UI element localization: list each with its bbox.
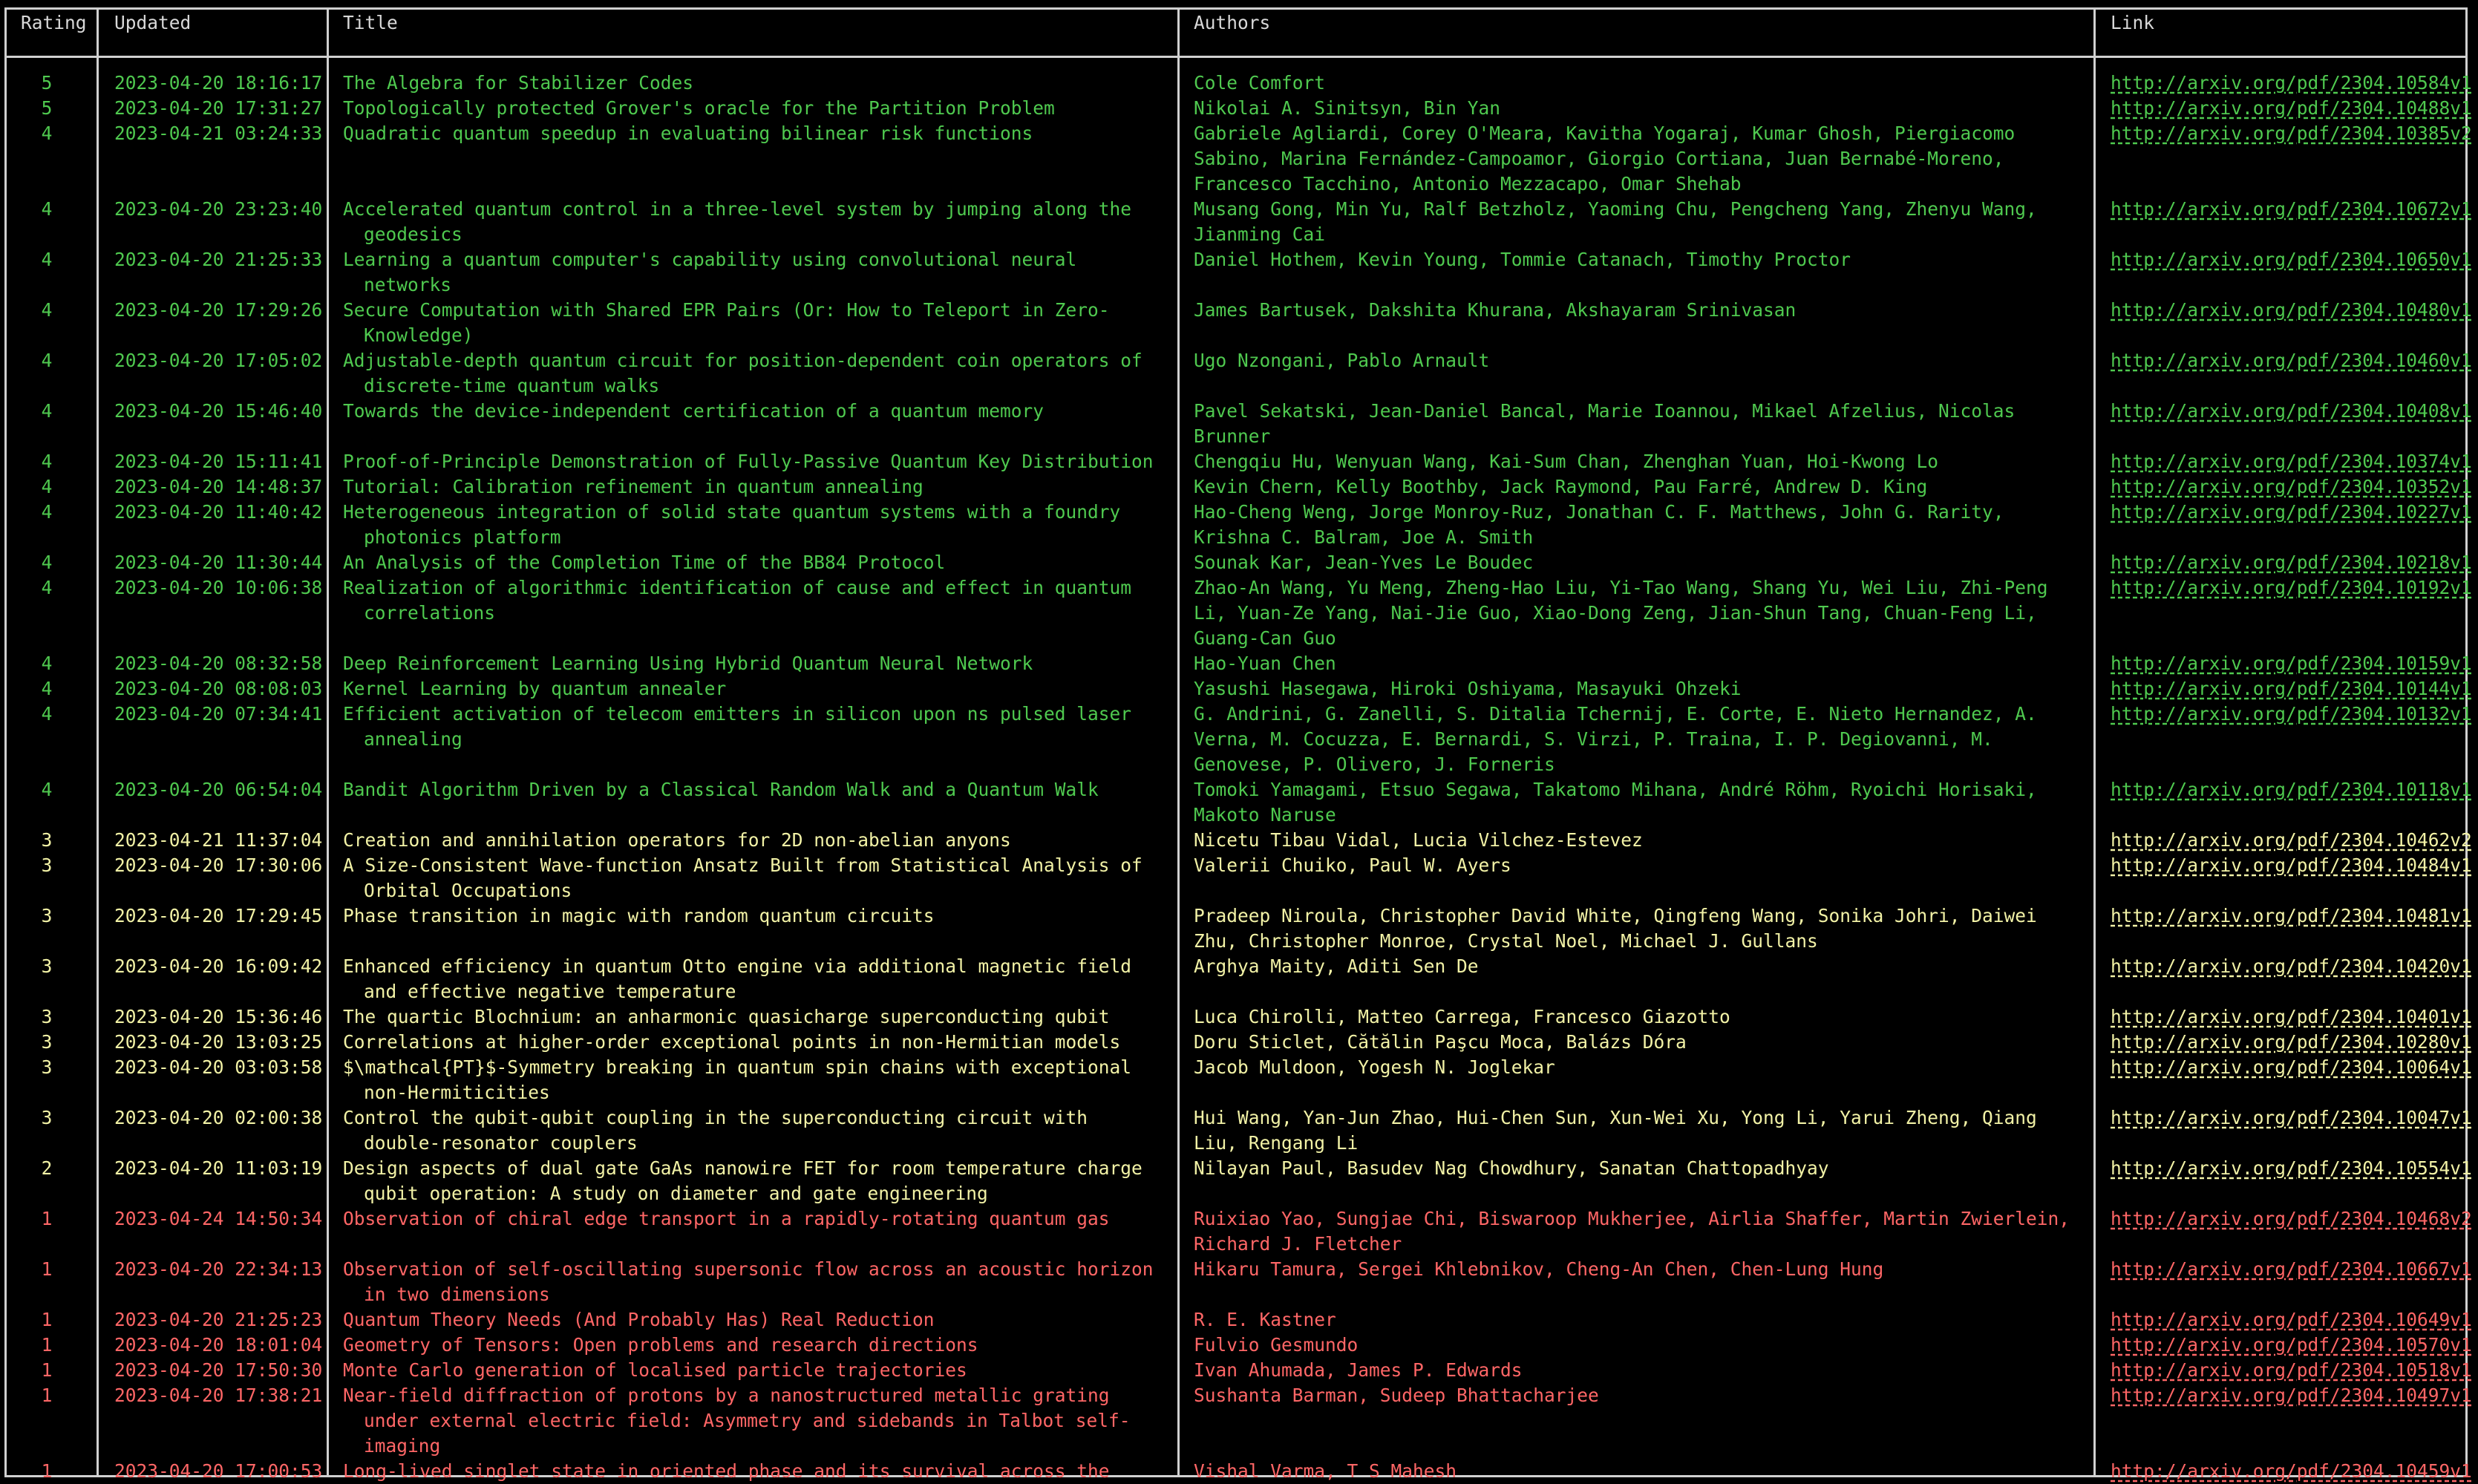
updated-cell: 2023-04-20 07:34:41 — [114, 703, 323, 725]
title-text: Long-lived singlet state in oriented phase and its survival across the — [343, 1460, 1110, 1482]
link-cell[interactable] — [2111, 853, 2472, 878]
rating-cell: 4 — [41, 400, 53, 422]
title-cell — [343, 399, 1167, 424]
updated-cell: 2023-04-20 17:29:45 — [114, 905, 323, 926]
updated-cell: 2023-04-20 15:11:41 — [114, 451, 323, 472]
pdf-link[interactable]: http://arxiv.org/pdf/2304.10374v1 — [2111, 451, 2472, 472]
rating-cell: 1 — [41, 1309, 53, 1330]
authors-cell: R. E. Kastner — [1194, 1309, 1336, 1330]
title-text: Quadratic quantum speedup in evaluating bilinear risk functions — [343, 122, 1033, 144]
table-row[interactable] — [0, 1459, 2478, 1484]
table-row[interactable] — [0, 903, 2478, 954]
pdf-link[interactable]: http://arxiv.org/pdf/2304.10462v2 — [2111, 829, 2472, 851]
link-cell[interactable] — [2111, 96, 2472, 121]
updated-cell: 2023-04-20 17:31:27 — [114, 97, 323, 119]
table-body — [0, 71, 2478, 1484]
title-cell — [343, 1030, 1167, 1055]
updated-cell: 2023-04-20 02:00:38 — [114, 1107, 323, 1128]
updated-cell: 2023-04-20 11:40:42 — [114, 501, 323, 523]
table-row[interactable] — [0, 474, 2478, 500]
authors-cell: Musang Gong, Min Yu, Ralf Betzholz, Yaoming Chu, Pengcheng Yang, Zhenyu Wang, Jianming Cai — [1194, 198, 2037, 245]
title-cell — [343, 702, 1167, 752]
link-cell[interactable] — [2111, 298, 2472, 323]
rating-cell: 4 — [41, 476, 53, 497]
title-cell — [343, 96, 1167, 121]
pdf-link[interactable]: http://arxiv.org/pdf/2304.10649v1 — [2111, 1309, 2472, 1330]
table-row[interactable] — [0, 1206, 2478, 1257]
rating-cell: 4 — [41, 350, 53, 371]
rating-cell: 3 — [41, 905, 53, 926]
title-cell — [343, 1156, 1167, 1206]
authors-cell: Cole Comfort — [1194, 72, 1326, 94]
authors-cell: Ivan Ahumada, James P. Edwards — [1194, 1359, 1523, 1381]
updated-cell: 2023-04-20 14:48:37 — [114, 476, 323, 497]
title-text: Quantum Theory Needs (And Probably Has) Real Reduction — [343, 1309, 935, 1330]
updated-cell: 2023-04-20 06:54:04 — [114, 779, 323, 800]
authors-cell: Nikolai A. Sinitsyn, Bin Yan — [1194, 97, 1501, 119]
updated-cell: 2023-04-20 15:36:46 — [114, 1006, 323, 1027]
rating-cell: 4 — [41, 703, 53, 725]
link-cell[interactable] — [2111, 348, 2472, 373]
title-text: An Analysis of the Completion Time of the BB84 Protocol — [343, 552, 946, 573]
title-text: Monte Carlo generation of localised particle trajectories — [343, 1359, 967, 1381]
pdf-link[interactable]: http://arxiv.org/pdf/2304.10672v1 — [2111, 198, 2472, 220]
updated-cell: 2023-04-20 03:03:58 — [114, 1056, 323, 1078]
header-authors[interactable]: Authors — [1194, 12, 1271, 33]
link-cell[interactable] — [2111, 1206, 2472, 1232]
rating-cell: 3 — [41, 1006, 53, 1027]
title-cell — [343, 348, 1167, 399]
rating-cell: 4 — [41, 678, 53, 699]
title-cell — [343, 1459, 1167, 1484]
updated-cell: 2023-04-20 17:38:21 — [114, 1385, 323, 1406]
link-cell[interactable] — [2111, 449, 2472, 474]
updated-cell: 2023-04-20 13:03:25 — [114, 1031, 323, 1053]
title-text: Observation of self-oscillating supersonic flow across an acoustic horizon in two dimensions — [343, 1258, 1154, 1305]
title-cell — [343, 1307, 1167, 1333]
title-cell — [343, 1055, 1167, 1105]
updated-cell: 2023-04-20 17:50:30 — [114, 1359, 323, 1381]
header-updated[interactable]: Updated — [114, 12, 192, 33]
title-cell — [343, 474, 1167, 500]
title-text: A Size-Consistent Wave-function Ansatz Built from Statistical Analysis of Orbital Occupations — [343, 854, 1142, 901]
rating-cell: 4 — [41, 577, 53, 598]
table-row[interactable] — [0, 71, 2478, 96]
rating-cell: 4 — [41, 299, 53, 321]
title-cell — [343, 1105, 1167, 1156]
authors-cell: Nicetu Tibau Vidal, Lucia Vilchez-Estevez — [1194, 829, 1643, 851]
title-cell — [343, 903, 1167, 929]
pdf-link[interactable]: http://arxiv.org/pdf/2304.10401v1 — [2111, 1006, 2472, 1027]
authors-cell: Hao-Yuan Chen — [1194, 653, 1336, 674]
updated-cell: 2023-04-20 17:00:53 — [114, 1460, 323, 1482]
updated-cell: 2023-04-20 18:16:17 — [114, 72, 323, 94]
pdf-link[interactable]: http://arxiv.org/pdf/2304.10460v1 — [2111, 350, 2472, 371]
link-cell[interactable] — [2111, 676, 2472, 702]
link-cell[interactable] — [2111, 197, 2472, 222]
link-cell[interactable] — [2111, 1257, 2472, 1282]
table-row[interactable] — [0, 1030, 2478, 1055]
rating-cell: 3 — [41, 1056, 53, 1078]
pdf-link[interactable]: http://arxiv.org/pdf/2304.10159v1 — [2111, 653, 2472, 674]
title-text: Heterogeneous integration of solid state quantum systems with a foundry photonics platform — [343, 501, 1121, 548]
authors-cell: Pavel Sekatski, Jean-Daniel Bancal, Marie Ioannou, Mikael Afzelius, Nicolas Brunner — [1194, 400, 2016, 447]
table-row[interactable] — [0, 1156, 2478, 1206]
pdf-link[interactable]: http://arxiv.org/pdf/2304.10047v1 — [2111, 1107, 2472, 1128]
title-text: Design aspects of dual gate GaAs nanowire FET for room temperature charge qubit operation: A study on diameter and gate engineering — [343, 1157, 1142, 1204]
title-text: Secure Computation with Shared EPR Pairs (Or: How to Teleport in Zero-Knowledge) — [343, 299, 1110, 346]
pdf-link[interactable]: http://arxiv.org/pdf/2304.10650v1 — [2111, 249, 2472, 270]
link-cell[interactable] — [2111, 1459, 2472, 1484]
authors-cell: Doru Sticlet, Cătălin Paşcu Moca, Balázs Dóra — [1194, 1031, 1687, 1053]
updated-cell: 2023-04-20 08:32:58 — [114, 653, 323, 674]
pdf-link[interactable]: http://arxiv.org/pdf/2304.10459v1 — [2111, 1460, 2472, 1482]
rating-cell: 1 — [41, 1334, 53, 1356]
authors-cell: Ruixiao Yao, Sungjae Chi, Biswaroop Mukherjee, Airlia Shaffer, Martin Zwierlein, Richard J. Fletcher — [1194, 1208, 2070, 1255]
link-cell[interactable] — [2111, 247, 2472, 272]
pdf-link[interactable]: http://arxiv.org/pdf/2304.10280v1 — [2111, 1031, 2472, 1053]
pdf-link[interactable]: http://arxiv.org/pdf/2304.10488v1 — [2111, 97, 2472, 119]
updated-cell: 2023-04-20 17:29:26 — [114, 299, 323, 321]
pdf-link[interactable]: http://arxiv.org/pdf/2304.10570v1 — [2111, 1334, 2472, 1356]
link-cell[interactable] — [2111, 777, 2472, 803]
pdf-link[interactable]: http://arxiv.org/pdf/2304.10144v1 — [2111, 678, 2472, 699]
table-row[interactable] — [0, 121, 2478, 197]
updated-cell: 2023-04-20 23:23:40 — [114, 198, 323, 220]
title-cell — [343, 1004, 1167, 1030]
title-cell — [343, 954, 1167, 1004]
table-row[interactable] — [0, 399, 2478, 449]
updated-cell: 2023-04-20 10:06:38 — [114, 577, 323, 598]
updated-cell: 2023-04-20 17:05:02 — [114, 350, 323, 371]
authors-cell: G. Andrini, G. Zanelli, S. Ditalia Tchernij, E. Corte, E. Nieto Hernandez, A. Verna, M. Cocuzza, E. Bernardi, S. Virzi, P. Traina, I. P. Degiovanni, M. Genovese, P. Olivero, J. Forneris — [1194, 703, 2037, 775]
rating-cell: 2 — [41, 1157, 53, 1179]
rating-cell: 4 — [41, 451, 53, 472]
link-cell[interactable] — [2111, 121, 2472, 146]
rating-cell: 4 — [41, 198, 53, 220]
title-text: The Algebra for Stabilizer Codes — [343, 72, 694, 94]
pdf-link[interactable]: http://arxiv.org/pdf/2304.10480v1 — [2111, 299, 2472, 321]
table-row[interactable] — [0, 298, 2478, 348]
title-text: Topologically protected Grover's oracle for the Partition Problem — [343, 97, 1055, 119]
rating-cell: 3 — [41, 1107, 53, 1128]
pdf-link[interactable]: http://arxiv.org/pdf/2304.10227v1 — [2111, 501, 2472, 523]
updated-cell: 2023-04-21 11:37:04 — [114, 829, 323, 851]
title-text: $\mathcal{PT}$-Symmetry breaking in quantum spin chains with exceptional non-Hermiticities — [343, 1056, 1132, 1103]
title-text: Phase transition in magic with random quantum circuits — [343, 905, 935, 926]
link-cell[interactable] — [2111, 575, 2472, 601]
title-cell — [343, 1206, 1167, 1232]
table-row[interactable] — [0, 1383, 2478, 1459]
table-row[interactable] — [0, 96, 2478, 121]
table-row[interactable] — [0, 1055, 2478, 1105]
authors-cell: Kevin Chern, Kelly Boothby, Jack Raymond, Pau Farré, Andrew D. King — [1194, 476, 1928, 497]
link-cell[interactable] — [2111, 1055, 2472, 1080]
rating-cell: 4 — [41, 501, 53, 523]
link-cell[interactable] — [2111, 1105, 2472, 1131]
pdf-link[interactable]: http://arxiv.org/pdf/2304.10468v2 — [2111, 1208, 2472, 1229]
authors-cell: Sounak Kar, Jean-Yves Le Boudec — [1194, 552, 1534, 573]
table-row[interactable] — [0, 449, 2478, 474]
authors-cell: Hao-Cheng Weng, Jorge Monroy-Ruz, Jonathan C. F. Matthews, John G. Rarity, Krishna C. Balram, Joe A. Smith — [1194, 501, 2004, 548]
table-row[interactable] — [0, 197, 2478, 247]
pdf-link[interactable]: http://arxiv.org/pdf/2304.10385v2 — [2111, 122, 2472, 144]
table-row[interactable] — [0, 1358, 2478, 1383]
link-cell[interactable] — [2111, 399, 2472, 424]
title-cell — [343, 1333, 1167, 1358]
rating-cell: 3 — [41, 829, 53, 851]
rating-cell: 5 — [41, 72, 53, 94]
authors-cell: Valerii Chuiko, Paul W. Ayers — [1194, 854, 1511, 876]
table-row[interactable] — [0, 247, 2478, 298]
table-row[interactable] — [0, 1004, 2478, 1030]
link-cell[interactable] — [2111, 71, 2472, 96]
pdf-link[interactable]: http://arxiv.org/pdf/2304.10352v1 — [2111, 476, 2472, 497]
table-row[interactable] — [0, 1333, 2478, 1358]
authors-cell: James Bartusek, Dakshita Khurana, Akshayaram Srinivasan — [1194, 299, 1797, 321]
rating-cell: 4 — [41, 552, 53, 573]
rating-cell: 5 — [41, 97, 53, 119]
title-cell — [343, 197, 1167, 247]
title-cell — [343, 777, 1167, 803]
pdf-link[interactable]: http://arxiv.org/pdf/2304.10118v1 — [2111, 779, 2472, 800]
updated-cell: 2023-04-20 11:03:19 — [114, 1157, 323, 1179]
updated-cell: 2023-04-20 08:08:03 — [114, 678, 323, 699]
authors-cell: Tomoki Yamagami, Etsuo Segawa, Takatomo Mihana, André Röhm, Ryoichi Horisaki, Makoto Naruse — [1194, 779, 2037, 826]
link-cell[interactable] — [2111, 903, 2472, 929]
link-cell[interactable] — [2111, 1358, 2472, 1383]
title-text: Efficient activation of telecom emitters in silicon upon ns pulsed laser annealing — [343, 703, 1132, 750]
pdf-link[interactable]: http://arxiv.org/pdf/2304.10064v1 — [2111, 1056, 2472, 1078]
table-row[interactable] — [0, 828, 2478, 853]
rating-cell: 1 — [41, 1385, 53, 1406]
title-cell — [343, 1383, 1167, 1459]
title-cell — [343, 575, 1167, 626]
pdf-link[interactable]: http://arxiv.org/pdf/2304.10584v1 — [2111, 72, 2472, 94]
table-row[interactable] — [0, 777, 2478, 828]
updated-cell: 2023-04-20 11:30:44 — [114, 552, 323, 573]
table-row[interactable] — [0, 954, 2478, 1004]
pdf-link[interactable]: http://arxiv.org/pdf/2304.10420v1 — [2111, 955, 2472, 977]
table-row[interactable] — [0, 1307, 2478, 1333]
title-cell — [343, 853, 1167, 903]
updated-cell: 2023-04-21 03:24:33 — [114, 122, 323, 144]
header-link[interactable]: Link — [2111, 12, 2155, 33]
pdf-link[interactable]: http://arxiv.org/pdf/2304.10408v1 — [2111, 400, 2472, 422]
table-row[interactable] — [0, 550, 2478, 575]
rating-cell: 4 — [41, 122, 53, 144]
pdf-link[interactable]: http://arxiv.org/pdf/2304.10218v1 — [2111, 552, 2472, 573]
link-cell[interactable] — [2111, 1030, 2472, 1055]
authors-cell: Ugo Nzongani, Pablo Arnault — [1194, 350, 1490, 371]
title-cell — [343, 500, 1167, 550]
title-text: Control the qubit-qubit coupling in the superconducting circuit with double-resonator couplers — [343, 1107, 1088, 1154]
authors-cell: Fulvio Gesmundo — [1194, 1334, 1359, 1356]
title-text: Adjustable-depth quantum circuit for position-dependent coin operators of discrete-time quantum walks — [343, 350, 1142, 396]
title-text: Kernel Learning by quantum annealer — [343, 678, 727, 699]
title-text: Proof-of-Principle Demonstration of Fully-Passive Quantum Key Distribution — [343, 451, 1154, 472]
authors-cell: Zhao-An Wang, Yu Meng, Zheng-Hao Liu, Yi-Tao Wang, Shang Yu, Wei Liu, Zhi-Peng Li, Yuan-Ze Yang, Nai-Jie Guo, Xiao-Dong Zeng, Jian-Shun Tang, Chuan-Feng Li, Guang-Can Guo — [1194, 577, 2048, 649]
title-text: Creation and annihilation operators for 2D non-abelian anyons — [343, 829, 1011, 851]
pdf-link[interactable]: http://arxiv.org/pdf/2304.10484v1 — [2111, 854, 2472, 876]
link-cell[interactable] — [2111, 828, 2472, 853]
table-row[interactable] — [0, 575, 2478, 651]
title-cell — [343, 298, 1167, 348]
updated-cell: 2023-04-20 17:30:06 — [114, 854, 323, 876]
title-cell — [343, 121, 1167, 146]
link-cell[interactable] — [2111, 954, 2472, 979]
table-row[interactable] — [0, 348, 2478, 399]
rating-cell: 1 — [41, 1460, 53, 1482]
pdf-link[interactable]: http://arxiv.org/pdf/2304.10518v1 — [2111, 1359, 2472, 1381]
pdf-link[interactable]: http://arxiv.org/pdf/2304.10192v1 — [2111, 577, 2472, 598]
authors-cell: Yasushi Hasegawa, Hiroki Oshiyama, Masayuki Ohzeki — [1194, 678, 1742, 699]
rating-cell: 3 — [41, 1031, 53, 1053]
rating-cell: 1 — [41, 1359, 53, 1381]
authors-cell: Arghya Maity, Aditi Sen De — [1194, 955, 1479, 977]
pdf-link[interactable]: http://arxiv.org/pdf/2304.10132v1 — [2111, 703, 2472, 725]
link-cell[interactable] — [2111, 1307, 2472, 1333]
authors-cell: Jacob Muldoon, Yogesh N. Joglekar — [1194, 1056, 1555, 1078]
link-cell[interactable] — [2111, 550, 2472, 575]
rating-cell: 3 — [41, 955, 53, 977]
table-row[interactable] — [0, 853, 2478, 903]
title-text: Bandit Algorithm Driven by a Classical Random Walk and a Quantum Walk — [343, 779, 1099, 800]
title-text: Realization of algorithmic identification of cause and effect in quantum correlations — [343, 577, 1132, 624]
header-title[interactable]: Title — [343, 12, 398, 33]
title-text: Towards the device-independent certification of a quantum memory — [343, 400, 1045, 422]
rating-cell: 3 — [41, 854, 53, 876]
title-cell — [343, 1358, 1167, 1383]
title-text: The quartic Blochnium: an anharmonic quasicharge superconducting qubit — [343, 1006, 1110, 1027]
header-rating[interactable]: Rating — [21, 12, 87, 33]
title-cell — [343, 247, 1167, 298]
table-row[interactable] — [0, 702, 2478, 777]
title-cell — [343, 71, 1167, 96]
authors-cell: Chengqiu Hu, Wenyuan Wang, Kai-Sum Chan, Zhenghan Yuan, Hoi-Kwong Lo — [1194, 451, 1939, 472]
authors-cell: Hikaru Tamura, Sergei Khlebnikov, Cheng-An Chen, Chen-Lung Hung — [1194, 1258, 1884, 1280]
authors-cell: Luca Chirolli, Matteo Carrega, Francesco Giazotto — [1194, 1006, 1730, 1027]
authors-cell: Vishal Varma, T S Mahesh — [1194, 1460, 1457, 1482]
link-cell[interactable] — [2111, 1383, 2472, 1408]
title-cell — [343, 449, 1167, 474]
title-text: Enhanced efficiency in quantum Otto engine via additional magnetic field and effective negative temperature — [343, 955, 1132, 1002]
title-cell — [343, 1257, 1167, 1307]
updated-cell: 2023-04-20 18:01:04 — [114, 1334, 323, 1356]
title-cell — [343, 828, 1167, 853]
table-row[interactable] — [0, 676, 2478, 702]
rating-cell: 1 — [41, 1208, 53, 1229]
link-cell[interactable] — [2111, 1004, 2472, 1030]
updated-cell: 2023-04-20 21:25:33 — [114, 249, 323, 270]
rating-cell: 1 — [41, 1258, 53, 1280]
title-text: Learning a quantum computer's capability using convolutional neural networks — [343, 249, 1077, 295]
authors-cell: Gabriele Agliardi, Corey O'Meara, Kavitha Yogaraj, Kumar Ghosh, Piergiacomo Sabino, Marina Fernández-Campoamor, Giorgio Cortiana, Juan Bernabé-Moreno, Francesco Tacchino, Antonio Mezzacapo, Omar Shehab — [1194, 122, 2016, 195]
rating-cell: 4 — [41, 653, 53, 674]
title-text: Accelerated quantum control in a three-level system by jumping along the geodesics — [343, 198, 1132, 245]
title-text: Deep Reinforcement Learning Using Hybrid Quantum Neural Network — [343, 653, 1033, 674]
title-text: Observation of chiral edge transport in a rapidly-rotating quantum gas — [343, 1208, 1110, 1229]
title-cell — [343, 676, 1167, 702]
authors-cell: Sushanta Barman, Sudeep Bhattacharjee — [1194, 1385, 1599, 1406]
rating-cell: 4 — [41, 779, 53, 800]
title-text: Near-field diffraction of protons by a nanostructured metallic grating under external electric field: Asymmetry and sidebands in Talbot self-imaging — [343, 1385, 1131, 1457]
table-row[interactable] — [0, 651, 2478, 676]
table-row[interactable] — [0, 1105, 2478, 1156]
link-cell[interactable] — [2111, 474, 2472, 500]
link-cell[interactable] — [2111, 702, 2472, 727]
title-text: Tutorial: Calibration refinement in quantum annealing — [343, 476, 923, 497]
updated-cell: 2023-04-24 14:50:34 — [114, 1208, 323, 1229]
link-cell[interactable] — [2111, 1156, 2472, 1181]
updated-cell: 2023-04-20 16:09:42 — [114, 955, 323, 977]
authors-cell: Pradeep Niroula, Christopher David White, Qingfeng Wang, Sonika Johri, Daiwei Zhu, Christopher Monroe, Crystal Noel, Michael J. Gullans — [1194, 905, 2037, 952]
table-row[interactable] — [0, 1257, 2478, 1307]
authors-cell: Daniel Hothem, Kevin Young, Tommie Catanach, Timothy Proctor — [1194, 249, 1851, 270]
link-cell[interactable] — [2111, 500, 2472, 525]
title-cell — [343, 651, 1167, 676]
updated-cell: 2023-04-20 15:46:40 — [114, 400, 323, 422]
link-cell[interactable] — [2111, 1333, 2472, 1358]
title-cell — [343, 550, 1167, 575]
title-text: Correlations at higher-order exceptional points in non-Hermitian models — [343, 1031, 1121, 1053]
pdf-link[interactable]: http://arxiv.org/pdf/2304.10481v1 — [2111, 905, 2472, 926]
updated-cell: 2023-04-20 22:34:13 — [114, 1258, 323, 1280]
updated-cell: 2023-04-20 21:25:23 — [114, 1309, 323, 1330]
authors-cell: Nilayan Paul, Basudev Nag Chowdhury, Sanatan Chattopadhyay — [1194, 1157, 1829, 1179]
pdf-link[interactable]: http://arxiv.org/pdf/2304.10497v1 — [2111, 1385, 2472, 1406]
authors-cell: Hui Wang, Yan-Jun Zhao, Hui-Chen Sun, Xun-Wei Xu, Yong Li, Yarui Zheng, Qiang Liu, Rengang Li — [1194, 1107, 2037, 1154]
rating-cell: 4 — [41, 249, 53, 270]
link-cell[interactable] — [2111, 651, 2472, 676]
pdf-link[interactable]: http://arxiv.org/pdf/2304.10554v1 — [2111, 1157, 2472, 1179]
table-row[interactable] — [0, 500, 2478, 550]
pdf-link[interactable]: http://arxiv.org/pdf/2304.10667v1 — [2111, 1258, 2472, 1280]
title-text: Geometry of Tensors: Open problems and research directions — [343, 1334, 978, 1356]
